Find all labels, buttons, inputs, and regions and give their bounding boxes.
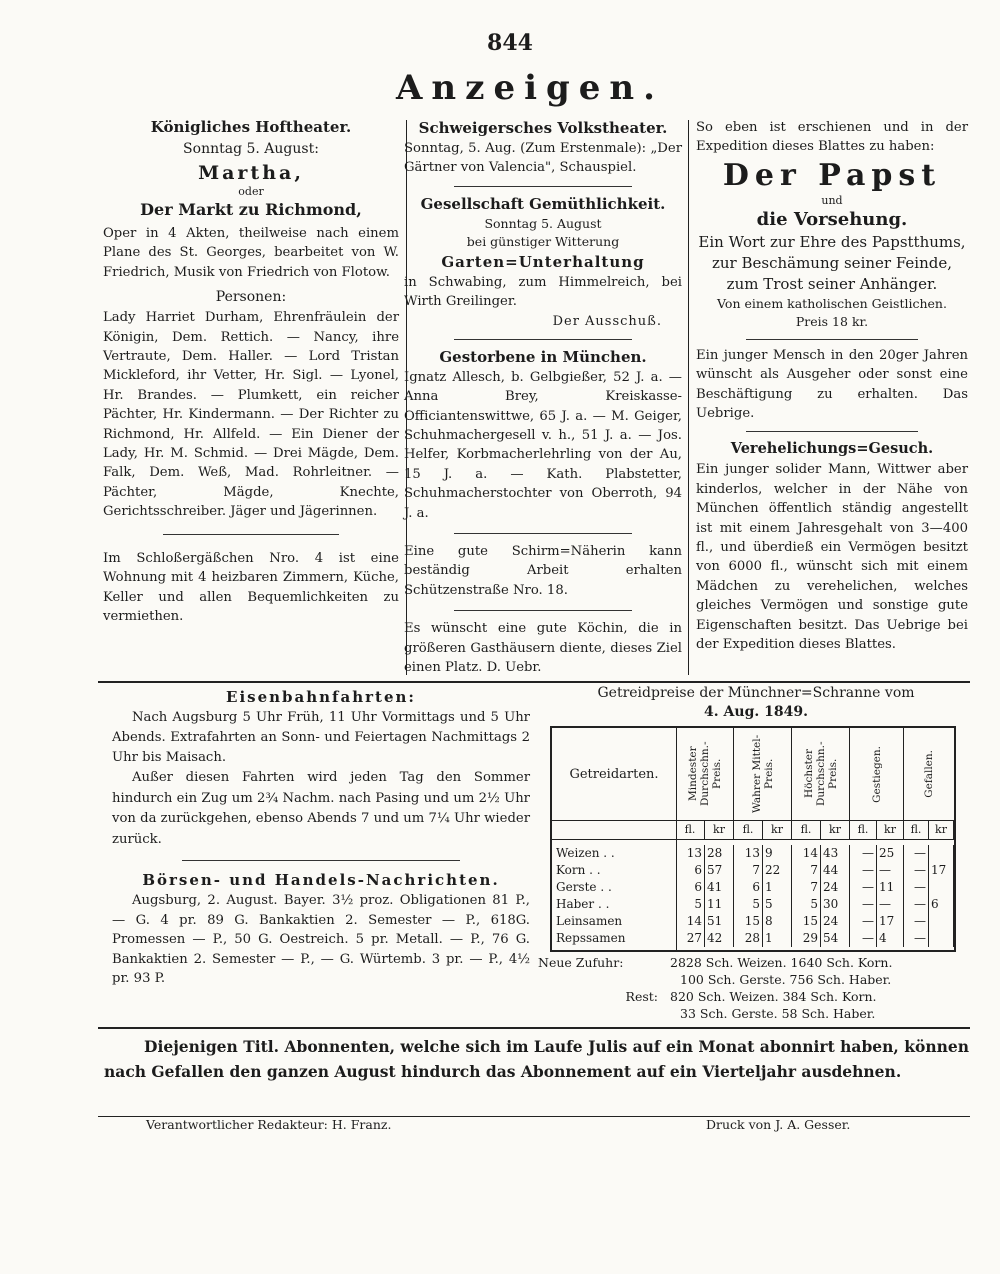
- price-cell: 4: [877, 930, 904, 947]
- price-cell: 5: [734, 896, 763, 913]
- price-cell: 41: [705, 879, 734, 896]
- price-cell: 5: [763, 896, 792, 913]
- gesellschaft-place: in Schwabing, zum Himmelreich, bei Wirth Greilinger.: [404, 275, 682, 310]
- book-title: Der Papst: [722, 157, 942, 193]
- price-cell: 5: [676, 896, 705, 913]
- price-cell: 25: [877, 845, 904, 862]
- unit-fl: fl.: [850, 821, 877, 839]
- getreide-section: [540, 684, 972, 721]
- price-cell: 29: [792, 930, 821, 947]
- hoftheater-heading: Königliches Hoftheater.: [150, 118, 352, 136]
- price-cell: 14: [676, 913, 705, 930]
- play-description: Oper in 4 Akten, theilweise nach einem Plane des St. Georges, bearbeitet von W. Friedrich, Musik von Friedrich von Flotow.: [103, 226, 399, 280]
- price-header-2: [792, 728, 850, 820]
- price-cell: 6: [734, 879, 763, 896]
- unit-fl: fl.: [792, 821, 821, 839]
- separator: [163, 534, 339, 535]
- price-cell: 24: [821, 913, 850, 930]
- price-cell: 15: [792, 913, 821, 930]
- separator: [454, 533, 632, 534]
- price-cell: [929, 845, 954, 862]
- unit-kr: kr: [821, 821, 850, 839]
- zufuhr-line-2: 100 Sch. Gerste. 756 Sch. Haber.: [680, 972, 892, 987]
- price-header-label: Mindester Durchschn.-Preis.: [686, 741, 723, 807]
- price-cell: —: [904, 896, 929, 913]
- unit-kr: kr: [763, 821, 792, 839]
- grain-name: Leinsamen: [556, 914, 623, 928]
- price-cell: [929, 930, 954, 947]
- price-cell: 44: [821, 862, 850, 879]
- price-cell: 27: [676, 930, 705, 947]
- price-cell: 11: [877, 879, 904, 896]
- price-header-label: Höchster Durchschn.-Preis.: [802, 741, 839, 807]
- book-und: und: [821, 193, 843, 207]
- price-cell: 6: [676, 862, 705, 879]
- grain-name: Gerste . .: [556, 880, 612, 894]
- getreide-date: 4. Aug. 1849.: [704, 704, 808, 720]
- price-header-0: [676, 728, 734, 820]
- price-cell: —: [904, 862, 929, 879]
- price-cell: 28: [734, 930, 763, 947]
- price-cell: —: [850, 913, 877, 930]
- price-header-1: [734, 728, 792, 820]
- gesellschaft-event: Garten=Unterhaltung: [441, 253, 645, 271]
- gestorbene-heading: Gestorbene in München.: [439, 347, 647, 366]
- section-rule: [98, 1027, 970, 1029]
- price-cell: 6: [676, 879, 705, 896]
- eisenbahn-text-2: Außer diesen Fahrten wird jeden Tag den Sommer hindurch ein Zug um 2¾ Nachm. nach Pasing und um 2½ Uhr von da zurückgehen, ebenso Abends 7 und um 7¼ Uhr wieder zurück.: [112, 770, 530, 847]
- play-subtitle: Der Markt zu Richmond,: [140, 200, 362, 219]
- gesellschaft-weather: bei günstiger Witterung: [466, 234, 620, 250]
- column-2: [404, 118, 682, 678]
- table-rule: [676, 820, 677, 950]
- price-cell: —: [904, 845, 929, 862]
- hoftheater-date: Sonntag 5. August:: [183, 141, 319, 157]
- rest-line-2: 33 Sch. Gerste. 58 Sch. Haber.: [680, 1006, 876, 1021]
- price-cell: —: [850, 845, 877, 862]
- footer-druck: Druck von J. A. Gesser.: [706, 1117, 851, 1132]
- page-number: 844: [487, 30, 533, 56]
- price-cell: 1: [763, 930, 792, 947]
- price-cell: 8: [763, 913, 792, 930]
- play-title: Martha,: [198, 162, 304, 184]
- book-intro: So eben ist erschienen und in der Expedition dieses Blattes zu haben:: [696, 120, 968, 155]
- price-cell: 7: [792, 879, 821, 896]
- page-title: Anzeigen.: [396, 68, 664, 108]
- boersen-heading: Börsen- und Handels-Nachrichten.: [142, 871, 500, 889]
- personen-list: Lady Harriet Durham, Ehrenfräulein der Königin, Dem. Rettich. — Nancy, ihre Vertraute, Dem. Haller. — Lord Tristan Mickleford, ihr Vetter, Hr. Sigl. — Lyonel, Hr. Brandes. — Plumkett, ein reicher Pächter, Hr. Kindermann. — Der Richter zu Richmond, Hr. Allfeld. — Ein Diener der Lady, Hr. M. Schmid. — Drei Mägde, Dem. Falk, Dem. Weß, Mad. Rohrleitner. — Pächter, Mägde, Knechte, Gerichtsschreiber. Jäger und Jägerinnen.: [103, 310, 399, 520]
- unit-fl: fl.: [904, 821, 929, 839]
- unit-kr: kr: [877, 821, 904, 839]
- price-header-label: Gefallen.: [923, 750, 935, 798]
- section-rule: [98, 681, 970, 683]
- getreide-table: [550, 726, 956, 952]
- price-cell: 54: [821, 930, 850, 947]
- price-cell: [929, 879, 954, 896]
- price-cell: —: [850, 879, 877, 896]
- personen-heading: Personen:: [215, 289, 287, 306]
- volkstheater-text: Sonntag, 5. Aug. (Zum Erstenmale): „Der Gärtner von Valencia", Schauspiel.: [404, 141, 682, 176]
- column-1: [103, 116, 399, 626]
- column-3: [696, 118, 968, 655]
- price-cell: 57: [705, 862, 734, 879]
- column-divider-right: [688, 120, 689, 675]
- ausgeher-ad: Ein junger Mensch in den 20ger Jahren wünscht als Ausgeher oder sonst eine Beschäftigung zu erhalten. Das Uebrige.: [696, 347, 968, 422]
- unit-kr: kr: [929, 821, 954, 839]
- book-subtitle: Ein Wort zur Ehre des Papstthums, zur Beschämung seiner Feinde, zum Trost seiner Anhänger.: [698, 232, 966, 293]
- price-cell: —: [850, 930, 877, 947]
- eisenbahn-section: [112, 686, 530, 989]
- footer-redakteur: Verantwortlicher Redakteur: H. Franz.: [146, 1117, 392, 1132]
- gesellschaft-date: Sonntag 5. August: [484, 215, 602, 231]
- price-cell: 42: [705, 930, 734, 947]
- table-rule: [552, 839, 954, 840]
- price-cell: —: [904, 913, 929, 930]
- separator: [182, 860, 460, 861]
- gestorbene-list: Ignatz Allesch, b. Gelbgießer, 52 J. a. — Anna Brey, Kreiskasse-Officiantenswittwe, 65 J. a. — M. Geiger, Schuhmachergesell v. h., 51 J. a. — Jos. Helfer, Korbmacherlehrling von der Au, 15 J. a. — Kath. Plabstetter, Schuhmacherstochter von Oberroth, 94 J. a.: [404, 369, 682, 521]
- price-cell: —: [850, 862, 877, 879]
- price-cell: 5: [792, 896, 821, 913]
- getreide-heading: Getreidpreise der Münchner=Schranne vom: [597, 685, 915, 701]
- eisenbahn-text-1: Nach Augsburg 5 Uhr Früh, 11 Uhr Vormittags und 5 Uhr Abends. Extrafahrten an Sonn- und Feiertagen Nachmittags 2 Uhr bis Maisach.: [112, 710, 530, 765]
- price-cell: 22: [763, 862, 792, 879]
- price-cell: 30: [821, 896, 850, 913]
- volkstheater-heading: Schweigersches Volkstheater.: [418, 119, 668, 137]
- eisenbahn-heading: Eisenbahnfahrten:: [226, 688, 416, 706]
- separator: [454, 610, 632, 611]
- gesuch-text: Ein junger solider Mann, Wittwer aber kinderlos, welcher in der Nähe von München öffentlich ständig angestellt ist mit einem Jahresgehalt von 3—400 fl., und überdieß ein Vermögen besitzt von 6000 fl., wünscht sich mit einem Mädchen zu verehelichen, welches gleiches Vermögen und sonstige gute Eigenschaften besitzt. Das Uebrige bei der Expedition dieses Blattes.: [696, 462, 968, 653]
- koechin-ad: Es wünscht eine gute Köchin, die in größeren Gasthäusern diente, dieses Ziel einen Platz. D. Uebr.: [404, 621, 682, 676]
- price-cell: —: [877, 896, 904, 913]
- price-cell: 13: [676, 845, 705, 862]
- price-cell: 13: [734, 845, 763, 862]
- grain-name: Repssamen: [556, 931, 626, 945]
- zufuhr-label: Neue Zufuhr:: [538, 955, 624, 970]
- grain-name: Weizen . .: [556, 846, 615, 860]
- wohnung-ad: Im Schloßergäßchen Nro. 4 ist eine Wohnung mit 4 heizbaren Zimmern, Küche, Keller und allen Bequemlichkeiten zu vermiethen.: [103, 550, 399, 624]
- separator: [746, 339, 918, 340]
- price-cell: 51: [705, 913, 734, 930]
- price-cell: 28: [705, 845, 734, 862]
- price-cell: 17: [877, 913, 904, 930]
- price-cell: —: [904, 879, 929, 896]
- grain-name: Korn . .: [556, 863, 601, 877]
- unit-fl: fl.: [676, 821, 705, 839]
- price-header-label: Wahrer Mittel-Preis.: [750, 734, 775, 814]
- price-cell: —: [850, 896, 877, 913]
- boersen-text: Augsburg, 2. August. Bayer. 3½ proz. Obligationen 81 P., — G. 4 pr. 89 G. Bankaktien 2. Semester — P., 618G. Promessen — P., 50 G. Oestreich. 5 pr. Metall. — P., 76 G. Bankaktien 2. Semester — P., — G. Würtemb. 3 pr. — P., 4½ pr. 93 P.: [112, 893, 530, 986]
- price-cell: 14: [792, 845, 821, 862]
- gesellschaft-heading: Gesellschaft Gemüthlichkeit.: [420, 194, 666, 213]
- price-cell: —: [877, 862, 904, 879]
- book-title-2: die Vorsehung.: [756, 208, 908, 230]
- price-cell: —: [904, 930, 929, 947]
- gesuch-heading: Verehelichungs=Gesuch.: [730, 440, 934, 458]
- price-cell: 9: [763, 845, 792, 862]
- unit-kr: kr: [705, 821, 734, 839]
- rest-line-1: 820 Sch. Weizen. 384 Sch. Korn.: [670, 989, 877, 1004]
- book-author: Von einem katholischen Geistlichen.: [717, 295, 947, 311]
- book-price: Preis 18 kr.: [795, 313, 869, 329]
- separator: [454, 339, 632, 340]
- price-cell: 6: [929, 896, 954, 913]
- grain-name: Haber . .: [556, 897, 610, 911]
- price-cell: 1: [763, 879, 792, 896]
- price-cell: [929, 913, 954, 930]
- price-cell: 7: [792, 862, 821, 879]
- zufuhr-line-1: 2828 Sch. Weizen. 1640 Sch. Korn.: [670, 955, 893, 970]
- price-cell: 15: [734, 913, 763, 930]
- price-cell: 11: [705, 896, 734, 913]
- price-cell: 43: [821, 845, 850, 862]
- rest-label: Rest:: [625, 989, 658, 1004]
- getreide-zufuhr: [538, 954, 978, 1022]
- price-cell: 24: [821, 879, 850, 896]
- price-header-3: [850, 728, 904, 820]
- separator: [454, 186, 632, 187]
- abonnenten-notice: Diejenigen Titl. Abonnenten, welche sich im Laufe Julis auf ein Monat abonnirt haben, können nach Gefallen den ganzen August hindurch das Abonnement auf ein Vierteljahr ausdehnen.: [104, 1037, 969, 1081]
- getreide-col-label: Getreidarten.: [552, 728, 677, 820]
- play-oder: oder: [238, 185, 264, 198]
- separator: [746, 431, 918, 432]
- price-cell: 7: [734, 862, 763, 879]
- naeherin-ad: Eine gute Schirm=Näherin kann beständig Arbeit erhalten Schützenstraße Nro. 18.: [404, 544, 682, 598]
- price-header-label: Gestiegen.: [870, 745, 883, 803]
- gesellschaft-signature: Der Ausschuß.: [552, 313, 662, 329]
- price-header-4: [904, 728, 954, 820]
- price-cell: 17: [929, 862, 954, 879]
- unit-fl: fl.: [734, 821, 763, 839]
